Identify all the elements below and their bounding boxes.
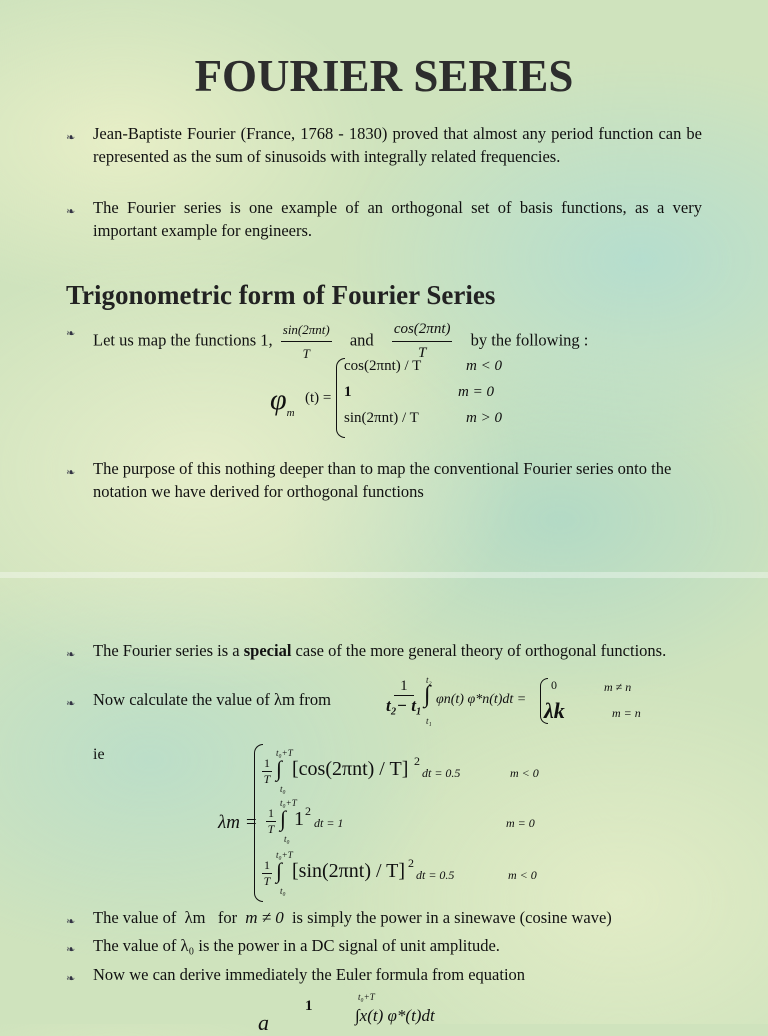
bullet-text: Jean-Baptiste Fourier (France, 1768 - 1830) proved that almost any period function can be represented as the sum of sinusoids with integrally related frequencies. [93, 124, 702, 166]
integrand: φn(t) φ*n(t)dt = [436, 692, 527, 707]
map-text-post: by the following : [470, 330, 589, 350]
case-lambda: λk [544, 698, 565, 723]
lambda-m-label: λm = [218, 812, 258, 833]
case-lambda-cond: m = n [612, 706, 641, 720]
bullet-icon: ❧ [66, 697, 76, 710]
bullet-icon: ❧ [66, 466, 76, 479]
map-text-and: and [349, 330, 374, 350]
phi-arg: (t) = [305, 390, 332, 406]
bullet-text: The purpose of this nothing deeper than to map the conventional Fourier series onto the notation we have derived for orthogonal functions [93, 459, 672, 501]
ie-label: ie [93, 746, 105, 763]
euler-integrand: ∫x(t) φ*(t)dt [355, 1006, 435, 1025]
integral-sign: ∫ [424, 682, 431, 708]
bullet-fourier-history [66, 122, 702, 168]
euler-lhs: a [258, 1010, 269, 1035]
case-zero: 0 [551, 678, 557, 692]
bullet-sinewave-power: ❧ The value of λm for m ≠ 0 is simply the power in a sinewave (cosine wave) [66, 906, 702, 929]
integral-upper-limit: t₂ [426, 675, 432, 685]
phi-symbol: $\varphi_m$ [270, 383, 295, 419]
bullet-icon: ❧ [66, 915, 76, 928]
bullet-icon: ❧ [66, 205, 76, 218]
bullet-calc-lambda: ❧ Now calculate the value of λm from [66, 688, 366, 711]
m-not-zero: m ≠ 0 [245, 908, 284, 927]
fraction-cos: $\frac{\text{cos(2πnt)}}{T}$ [392, 318, 453, 365]
bullet-icon: ❧ [66, 972, 76, 985]
bullet-dc-power: ❧ The value of λ₀ is the power in a DC signal of unit amplitude. [66, 934, 702, 957]
bullet-text: The Fourier series is one example of an orthogonal set of basis functions, as a very important example for engineers. [93, 198, 702, 240]
bullet-icon: ❧ [66, 131, 76, 144]
section-heading: Trigonometric form of Fourier Series [66, 280, 496, 310]
bullet-euler: ❧ Now we can derive immediately the Euler formula from equation [66, 963, 702, 986]
case-zero-cond: m ≠ n [604, 680, 632, 694]
slide-title: FOURIER SERIES [194, 51, 574, 101]
lambda-integral: $\frac{1}{\text{t₂− t₁}}$ [386, 678, 422, 715]
map-text-pre: Let us map the functions 1, [93, 330, 273, 350]
bullet-special-case: ❧ The Fourier series is a special case of the more general theory of orthogonal functions. [66, 639, 702, 662]
emphasis-special: special [243, 641, 292, 660]
bullet-icon: ❧ [66, 327, 76, 340]
fraction-sin: $\frac{\text{sin(2πnt)}}{T}$ [281, 318, 332, 365]
phi-cases: cos(2πnt) / T m < 0 1 m = 0 sin(2πnt) / T m > 0 [344, 358, 502, 426]
lambda-case-cos: $\frac{1}{T}$ t₀+T ∫ t₀ [cos(2πnt) / T] 2 dt = 0.5 m < 0 [263, 748, 539, 794]
euler-upper-limit: t₀+T [358, 992, 375, 1002]
lambda-case-one: $\frac{1}{T}$ t₀+T ∫ t₀ 1 2 dt = 1 m = 0 [267, 798, 535, 844]
bullet-purpose [66, 457, 702, 503]
bullet-icon: ❧ [66, 648, 76, 661]
slide-2 [0, 578, 768, 1035]
lambda-case-sin: $\frac{1}{T}$ t₀+T ∫ t₀ [sin(2πnt) / T] 2 dt = 0.5 m < 0 [263, 850, 537, 896]
integral-lower-limit: t₁ [426, 716, 432, 726]
bullet-icon: ❧ [66, 943, 76, 956]
euler-numerator: 1 [305, 998, 313, 1014]
bullet-orthogonal-set [66, 196, 702, 242]
